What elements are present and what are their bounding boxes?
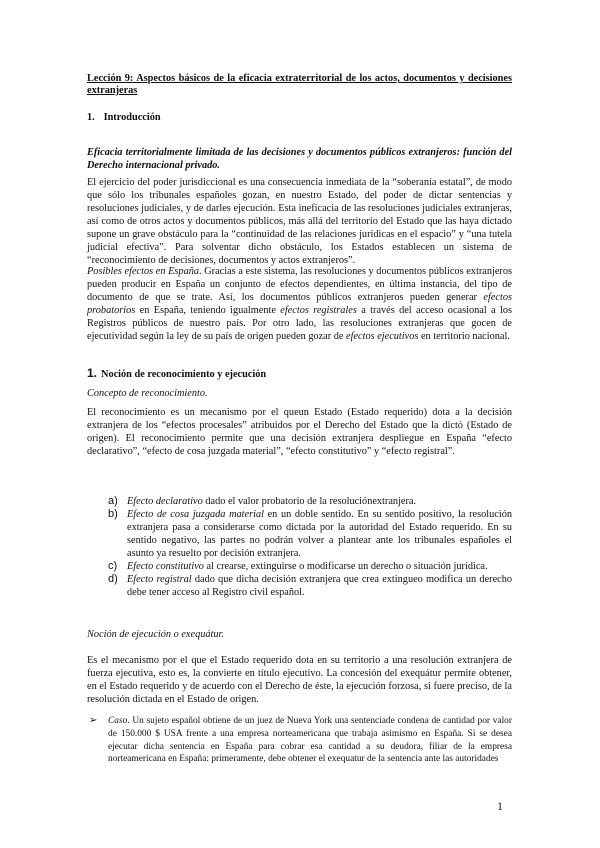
list-marker: a) [108, 495, 118, 507]
term-efectos-registrales: efectos registrales [280, 305, 357, 316]
case-text [89, 715, 512, 766]
section-label: Introducción [103, 112, 161, 123]
list-item [108, 508, 512, 560]
list-marker: c) [108, 560, 118, 572]
text-run: . Gracias a este sistema, las resoluciones y documentos públicos extranjeros pueden producir en España un conjunto de efectos dependientes, en última instancia, del tipo de documento de que se trate. Así, los documentos públicos extranjeros pueden generar [87, 266, 512, 303]
section-heading-reconocimiento [87, 366, 512, 380]
list-item [108, 560, 512, 573]
term-efectos-probatorios: efectos probatorios [87, 292, 512, 316]
list-marker: b) [108, 508, 118, 520]
text-run: a través del acceso ocasional a los Registros públicos de nuestro país. Por otro lado, las resoluciones extranjeras que gocen de ejecutividad según la ley de su país de origen pueden gozar de [87, 305, 512, 342]
paragraph-soberania: El ejercicio del poder jurisdiccional es una consecuencia inmediata de la “soberanía estatal”, de modo que sólo los tribunales españoles gozan, en nuestro Estado, del poder de dictar sentencias y resoluciones judiciales, y de darles ejecución. Esta ineficacia de las resoluciones judiciales extranjeras, así como de otros actos y documentos públicos, más allá del territorio del Estado que las haya dictado supone un grave obstáculo para la “continuidad de las relaciones jurídicas en el espacio” y “una tutela judicial efectiva”. Para solventar dicho obstáculo, los Estados establecen un sistema de “reconocimiento de decisiones, documentos y actos extranjeros”. [87, 177, 512, 266]
subheading-exequatur: Noción de ejecución o exequátur. [87, 629, 224, 640]
list-item [108, 495, 512, 508]
paragraph-posibles-efectos [87, 265, 512, 343]
section-heading-introduccion [87, 112, 512, 123]
section-label: Noción de reconocimiento y ejecución [101, 369, 267, 380]
section-number: 1. [87, 366, 98, 380]
section-number: 1. [87, 112, 95, 123]
effect-name: Efecto registral [127, 574, 192, 585]
effect-name: Efecto declarativo [127, 496, 203, 507]
effect-text: al crearse, extinguirse o modificarse un derecho o situación jurídica. [203, 561, 488, 572]
case-example [89, 715, 512, 766]
text-run: en territorio nacional. [418, 331, 510, 342]
text-run: en España, teniendo igualmente [135, 305, 281, 316]
lesson-title: Lección 9: Aspectos básicos de la eficacia extraterritorial de los actos, documentos y decisiones extranjeras [87, 73, 512, 96]
effect-name: Efecto constitutivo [127, 561, 204, 572]
subheading-concepto: Concepto de reconocimiento. [87, 388, 208, 399]
list-marker: d) [108, 573, 118, 585]
term-efectos-ejecutivos: efectos ejecutivos [346, 331, 419, 342]
case-body: . Un sujeto español obtiene de un juez de Nueva York una sentenciade condena de cantidad por valor de 150.000 $ USA frente a una empresa norteamericana que trabaja asimismo en España. Si se desea ejecutar dicha sentencia en España para cobrar esa cantidad a su deudora, filiar de la empresa norteamericana en España: primeramente, debe obtener el exequatur de la sentencia ante las autoridades [108, 716, 512, 765]
lead-posibles-efectos: Posibles efectos en España [87, 266, 200, 277]
effect-name: Efecto de cosa juzgada material [127, 509, 264, 520]
case-lead: Caso [108, 716, 128, 726]
list-item [108, 573, 512, 599]
subheading-eficacia: Eficacia territorialmente limitada de las decisiones y documentos públicos extranjeros: función del Derecho internacional privado. [87, 147, 512, 171]
paragraph-exequatur: Es el mecanismo por el que el Estado requerido dota en su territorio a una resolución extranjera de fuerza ejecutiva, esto es, la convierte en título ejecutivo. La concesión del exequátur permite obtener, en el Estado requerido y de acuerdo con el Derecho de éste, la ejecución forzosa, si fuere preciso, de la resolución dictada en el Estado de origen. [87, 655, 512, 705]
paragraph-reconocimiento: El reconocimiento es un mecanismo por el queun Estado (Estado requerido) dota a la decisión extranjera de los “efectos procesales” atribuidos por el Derecho del Estado que la dictó (Estado de origen). El reconocimiento permite que una decisión extranjera despliegue en España “efecto declarativo”, “efecto de cosa juzgada material”, “efecto constitutivo” y “efecto registral”. [87, 407, 512, 457]
effect-text: dado el valor probatorio de la resoluciónextranjera. [202, 496, 417, 507]
effect-text: en un doble sentido. En su sentido positivo, la resolución extranjera pasa a considerarse como dictada por la autoridad del Estado requerido. En su sentido negativo, las partes no podrán volver a plantear ante los tribunales españoles el asunto ya resuelto por decisión extranjera. [127, 509, 512, 559]
effects-list [108, 495, 512, 599]
effect-text: dado que dicha decisión extranjera que crea extingueo modifica un derecho debe tener acceso al Registro civil español. [127, 574, 513, 598]
page-number: 1 [497, 799, 503, 813]
arrow-bullet-icon: ➢ [89, 715, 98, 726]
